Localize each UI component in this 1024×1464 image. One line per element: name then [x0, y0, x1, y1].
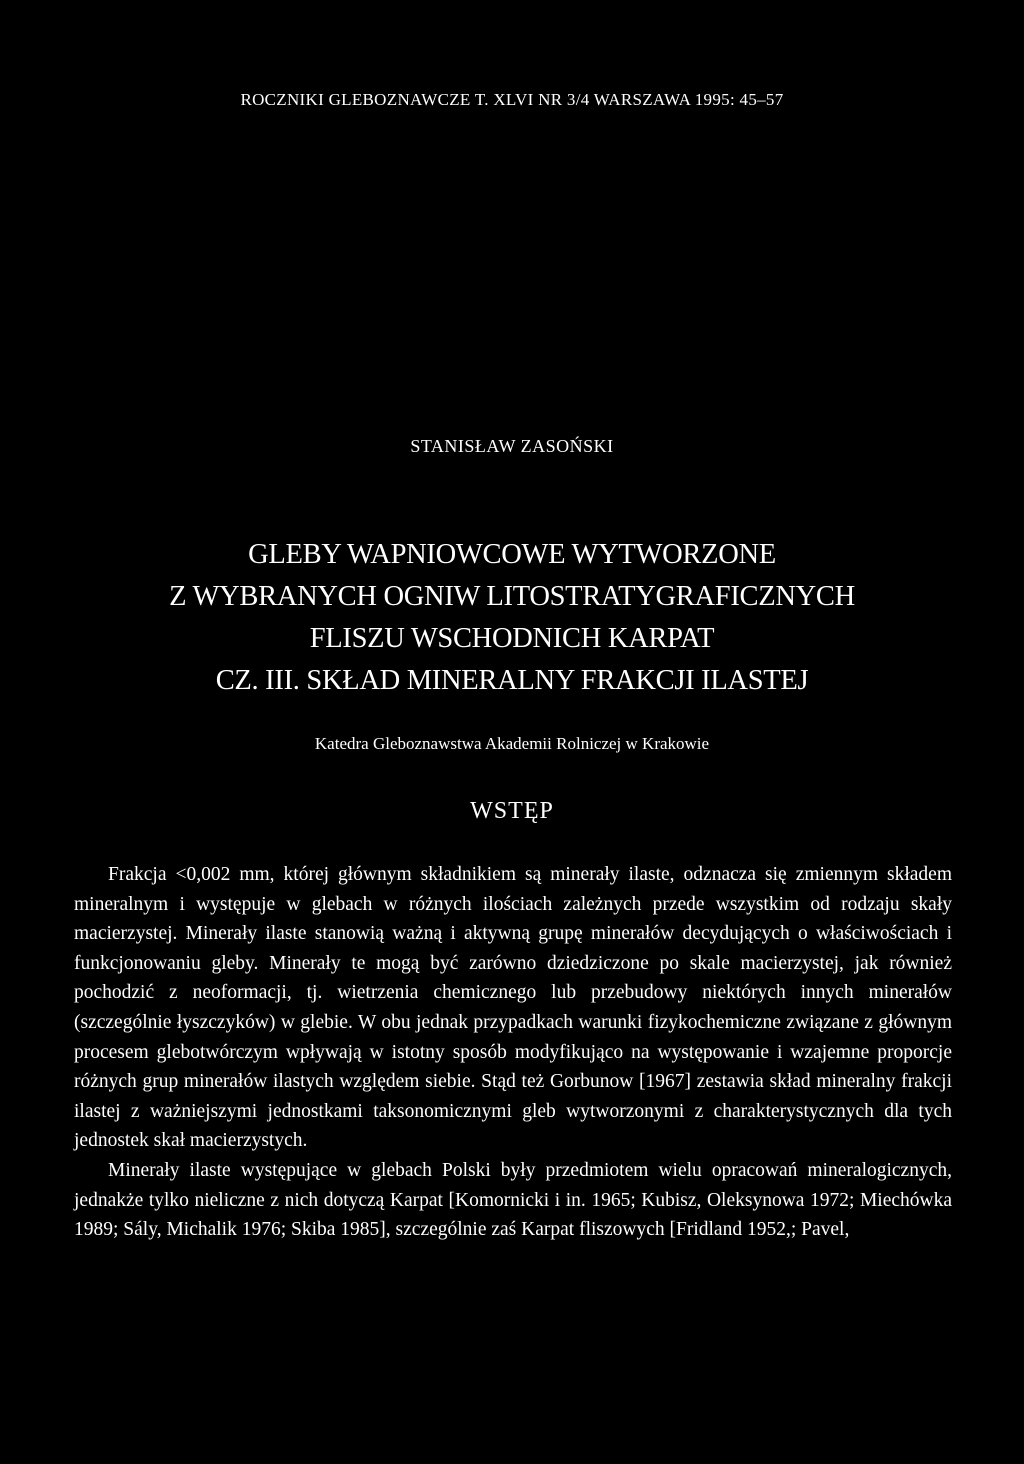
title-line: CZ. III. SKŁAD MINERALNY FRAKCJI ILASTEJ [215, 665, 809, 696]
title-line: FLISZU WSCHODNICH KARPAT [309, 623, 715, 654]
section-heading: WSTĘP [470, 798, 554, 824]
title-line: GLEBY WAPNIOWCOWE WYTWORZONE [248, 539, 776, 570]
journal-header: ROCZNIKI GLEBOZNAWCZE T. XLVI NR 3/4 WARSZAWA 1995: 45–57 [240, 90, 784, 109]
body-text [74, 860, 952, 1245]
paragraph: Frakcja <0,002 mm, której głównym składnikiem są minerały ilaste, odznacza się zmiennym składem mineralnym i występuje w glebach w różnych ilościach zależnych przede wszystkim od rodzaju skały macierzystej. Minerały ilaste stanowią ważną i aktywną grupę minerałów decydujących o właściwościach i funkcjonowaniu gleby. Minerały te mogą być zarówno dziedziczone po skale macierzystej, jak również pochodzić z neoformacji, tj. wietrzenia chemicznego lub przebudowy niektórych innych minerałów (szczególnie łyszczyków) w glebie. W obu jednak przypadkach warunki fizykochemiczne związane z głównym procesem glebotwórczym wpływają w istotny sposób modyfikująco na występowanie i wzajemne proporcje różnych grup minerałów ilastych względem siebie. Stąd też Gorbunow [1967] zestawia skład mineralny frakcji ilastej z ważniejszymi jednostkami taksonomicznymi gleb wytworzonymi z charakterystycznych dla tych jednostek skał macierzystych. [74, 864, 952, 1152]
title-line: Z WYBRANYCH OGNIW LITOSTRATYGRAFICZNYCH [169, 581, 855, 612]
author-name: STANISŁAW ZASOŃSKI [410, 436, 614, 456]
affiliation: Katedra Gleboznawstwa Akademii Rolniczej w Krakowie [314, 734, 710, 753]
article-title [0, 534, 1024, 702]
paragraph: Minerały ilaste występujące w glebach Polski były przedmiotem wielu opracowań mineralogicznych, jednakże tylko nieliczne z nich dotyczą Karpat [Komornicki i in. 1965; Kubisz, Oleksynowa 1972; Miechówka 1989; Sály, Michalik 1976; Skiba 1985], szczególnie zaś Karpat fliszowych [Fridland 1952,; Pavel, [74, 1159, 952, 1241]
